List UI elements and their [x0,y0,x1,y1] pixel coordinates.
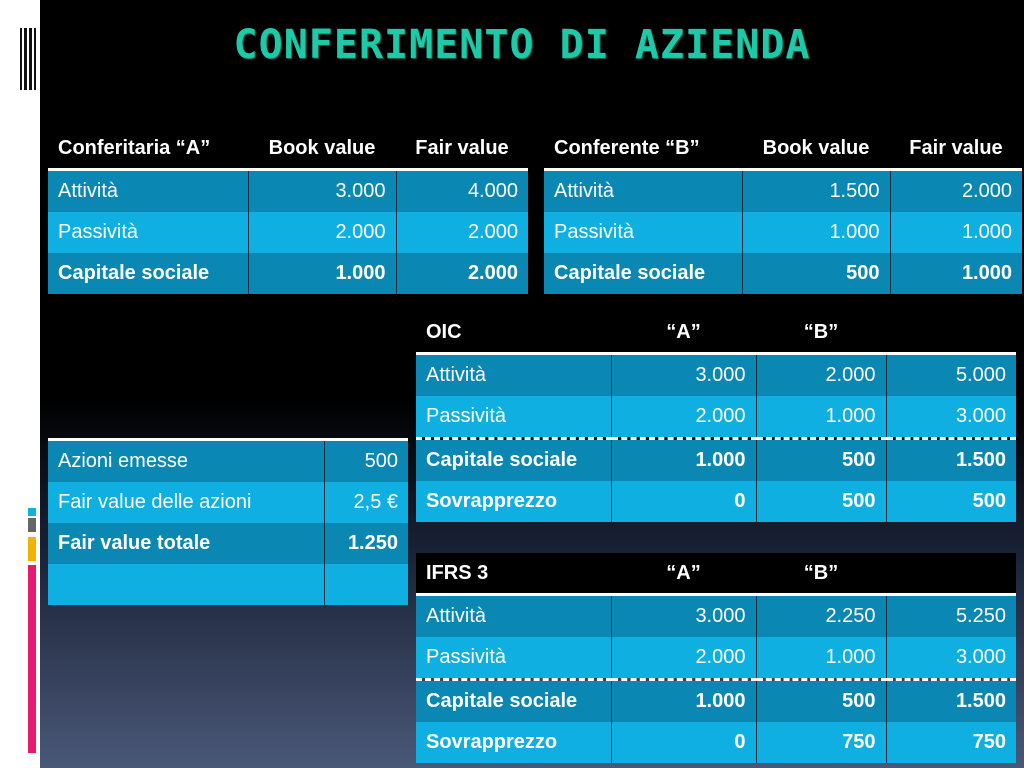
row-label: Passività [416,396,611,439]
row-label: Sovrapprezzo [416,722,611,763]
value-cell: 500 [756,481,886,522]
page-title: CONFERIMENTO DI AZIENDA [233,22,811,68]
table-row [416,680,1016,723]
value-cell: 0 [611,481,756,522]
row-label: Capitale sociale [48,253,248,294]
table-azioni [48,438,408,605]
value-cell: 500 [756,680,886,723]
column-header: “A” [611,553,756,595]
table-row [416,481,1016,522]
table-row [48,212,528,253]
column-header: Fair value [890,128,1022,170]
column-header: Book value [742,128,890,170]
table-row [48,482,408,523]
row-label: Fair value totale [48,523,324,564]
table-row [544,170,1022,213]
column-header: “B” [756,553,886,595]
table-row [48,253,528,294]
table-row [48,170,528,213]
value-cell: 2,5 € [324,482,408,523]
table-row [416,439,1016,482]
row-label: Passività [416,637,611,680]
column-header: Conferente “B” [544,128,742,170]
value-cell: 0 [611,722,756,763]
table-row [416,354,1016,397]
table-header-row [416,553,1016,595]
value-cell: 2.000 [611,396,756,439]
row-label: Passività [48,212,248,253]
table-header-row [544,128,1022,170]
value-cell: 1.250 [324,523,408,564]
book-value-cell: 1.000 [248,253,396,294]
table-row [416,396,1016,439]
value-cell: 2.000 [611,637,756,680]
table-row [48,440,408,483]
book-value-cell: 2.000 [248,212,396,253]
row-label: Capitale sociale [544,253,742,294]
table-oic [416,312,1016,522]
table-row [416,637,1016,680]
table-conferitaria [48,128,528,294]
row-label: Capitale sociale [416,680,611,723]
table-row [544,212,1022,253]
value-cell: 1.000 [756,396,886,439]
row-label [48,564,324,605]
book-value-cell: 1.000 [742,212,890,253]
table-row [48,564,408,605]
total-cell: 3.000 [886,637,1016,680]
value-cell: 3.000 [611,354,756,397]
fair-value-cell: 4.000 [396,170,528,213]
row-label: Fair value delle azioni [48,482,324,523]
value-cell [324,564,408,605]
value-cell: 1.000 [611,680,756,723]
total-cell: 1.500 [886,680,1016,723]
total-cell: 750 [886,722,1016,763]
table-row [416,722,1016,763]
column-header: OIC [416,312,611,354]
column-header: “A” [611,312,756,354]
book-value-cell: 500 [742,253,890,294]
column-header [886,553,1016,595]
row-label: Azioni emesse [48,440,324,483]
column-header: “B” [756,312,886,354]
total-cell: 5.250 [886,595,1016,638]
table-header-row [416,312,1016,354]
total-cell: 500 [886,481,1016,522]
book-value-cell: 3.000 [248,170,396,213]
fair-value-cell: 2.000 [396,212,528,253]
column-header: IFRS 3 [416,553,611,595]
total-cell: 1.500 [886,439,1016,482]
value-cell: 500 [756,439,886,482]
column-header [886,312,1016,354]
table-conferente [544,128,1022,294]
table-row [416,595,1016,638]
column-header: Fair value [396,128,528,170]
value-cell: 1.000 [611,439,756,482]
column-header: Book value [248,128,396,170]
table-ifrs3 [416,553,1016,763]
value-cell: 1.000 [756,637,886,680]
total-cell: 3.000 [886,396,1016,439]
row-label: Attività [416,354,611,397]
table-row [544,253,1022,294]
row-label: Passività [544,212,742,253]
row-label: Attività [544,170,742,213]
fair-value-cell: 2.000 [890,170,1022,213]
column-header: Conferitaria “A” [48,128,248,170]
fair-value-cell: 1.000 [890,253,1022,294]
table-header-row [48,128,528,170]
table-row [48,523,408,564]
fair-value-cell: 1.000 [890,212,1022,253]
row-label: Attività [48,170,248,213]
row-label: Attività [416,595,611,638]
fair-value-cell: 2.000 [396,253,528,294]
row-label: Capitale sociale [416,439,611,482]
value-cell: 2.250 [756,595,886,638]
value-cell: 750 [756,722,886,763]
value-cell: 500 [324,440,408,483]
value-cell: 3.000 [611,595,756,638]
book-value-cell: 1.500 [742,170,890,213]
value-cell: 2.000 [756,354,886,397]
total-cell: 5.000 [886,354,1016,397]
row-label: Sovrapprezzo [416,481,611,522]
